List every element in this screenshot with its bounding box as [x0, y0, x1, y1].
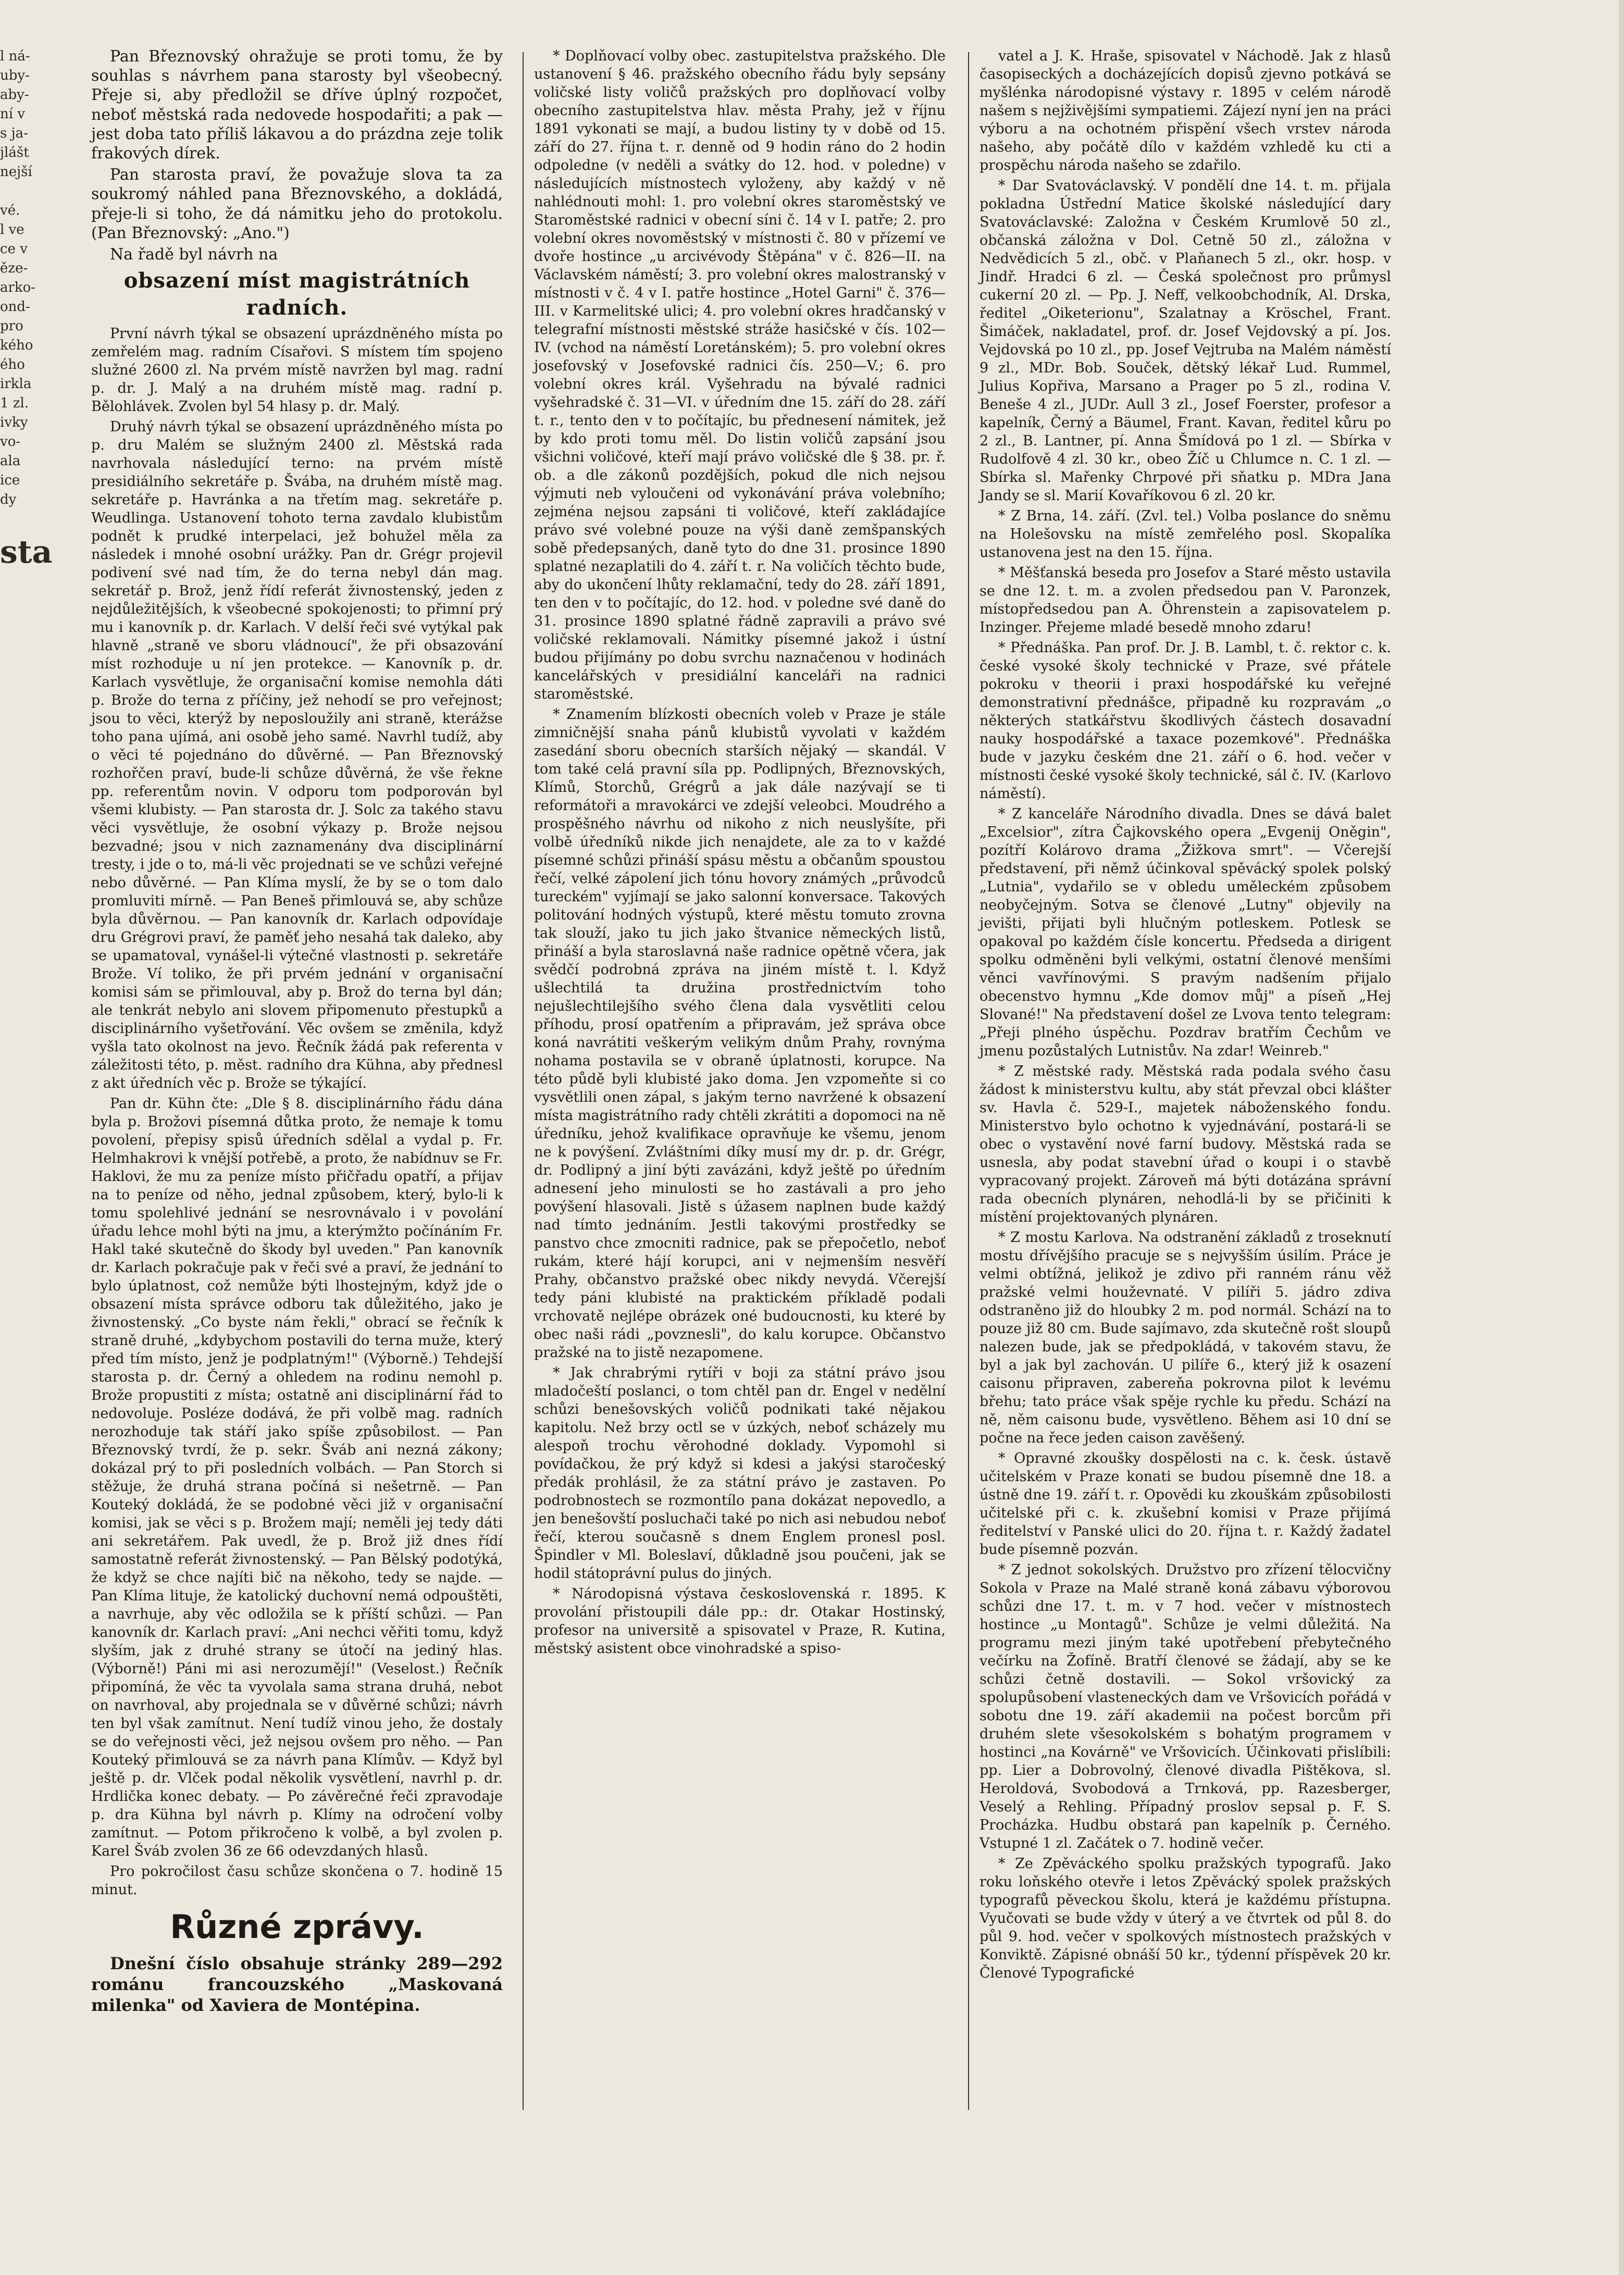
edge-fragment: 1 zl.	[0, 395, 29, 411]
edge-fragment: ého	[0, 357, 25, 372]
news-item: * Z kanceláře Národního divadla. Dnes se dává balet „Excelsior", zítra Čajkovského opera „Evgenij Oněgin", pozítří Kolárovo drama „Žižkova smrt". — Včerejší představení, při němž účinkoval spěvácký spolek polský „Lutnia", vydařilo se v obledu uměleckém způsobem neobyčejným. Sotva se členové „Lutny" objevily na jevišti, přijati byli hlučným potleskem. Potlesk se opakoval po každém čísle koncertu. Předseda a dirigent spolku odměněni byli velkými, ostatní členové menšími věnci vavřínovými. S pravým nadšením přijalo obecenstvo hymnu „Kde domov můj" a píseň „Hej Slované!" Na představení došel ze Lvova tento telegram: „Přeji plného úspěchu. Pozdrav bratřím Čechům ve jmenu pozůstalých Lutnistův. Na zdar! Weinreb."	[980, 806, 1391, 1059]
notice-paragraph: Dnešní číslo obsahuje stránky 289—292 románu francouzského „Maskovaná milenka" od Xaviera de Montépina.	[91, 1954, 503, 2016]
edge-fragment: l ná-	[0, 48, 30, 64]
edge-fragment: ond-	[0, 299, 30, 315]
column-rule	[968, 52, 969, 2110]
edge-fragment	[0, 509, 21, 529]
article-paragraph: Na řadě byl návrh na	[110, 245, 278, 264]
edge-fragment: jlášt	[0, 145, 29, 160]
column-right	[980, 47, 1391, 1984]
edge-fragment: sta	[0, 534, 53, 570]
news-item: * Doplňovací volby obec. zastupitelstva pražského. Dle ustanovení § 46. pražského obecního řádu byly sepsány voličské listy voličů pražských pro doplňovací volby obecního zastupitelstva hlav. města Prahy, jež v říjnu 1891 vykonati se mají, a budou listiny ty v době od 15. září do 27. října t. r. denně od 9 hodin ráno do 2 hodin odpoledne (v neděli a svátky do 12. hod. v poledne) v následujících místnostech vyloženy, aby každý v ně nahlédnouti mohl: 1. pro volební okres staroměstský ve Staroměstské radnici v obecní síni č. 14 v I. patře; 2. pro volební okres novoměstský v místnosti č. 80 v přízemí ve dvoře hostince „u arcivévody Štěpána" v č. 826—II. na Václavském náměstí; 3. pro volební okres malostranský v místnosti v č. 4 v I. patře hostince „Hotel Garni" č. 376—III. v Karmelitské ulici; 4. pro volební okres hradčanský v telegrafní místnosti městské stráže hasičské v čís. 102—IV. (vchod na náměstí Loretánském); 5. pro volební okres josefovský v Josefovské radnici čís. 250—V.; 6. pro volební okres král. Vyšehradu na bývalé radnici vyšehradské č. 31—VI. v úředním dne 15. září do 28. září t. r., tento den v to počítajíc, bu přednesení námitek, jež by kdo proti tomu měl. Do listin voličů zapsání jsou všichni voličové, kteří mají právo voličské dle § 38. pr. ř. ob. a dle zákonů pozdějších, pokud dle nich nejsou výjmuti neb vyloučeni od vykonávání práva volebního; zejména nejsou zapsáni ti voličové, kteří zakládajíce právo své volebné pouze na výši daně zemšpanských sobě předepsaných, daně tyto do dne 31. prosince 1890 splatné nezaplatili do 4. září t. r. Na voličích těchto bude, aby do ukončení lhůty reklamační, tedy do 28. září 1891, ten den v to počítajíc, do 12. hod. v poledne své daně do 31. prosince 1890 splatné řádně zapravili a právo své voličské reklamovali. Námitky písemné jakož i ústní budou přijímány po dobu svrchu naznačenou v hodinách kancelářských v presidiální kanceláři na radnici staroměstské.	[534, 48, 946, 702]
edge-fragment: ní v	[0, 106, 26, 122]
article-paragraph: Pan dr. Kühn čte: „Dle § 8. disciplinárního řádu dána byla p. Brožovi písemná důtka proto, že nemaje k tomu povolení, přepisy spisů úředních sdělal a vydal p. Fr. Helmhakrovi k vnější potřebě, a proto, že nabídnuv se Fr. Haklovi, že mu za peníze místo přičřadu opatří, a přijav na to peníze od něho, jednal způsobem, který, bylo-li k tomu spolehlivé jednání se nesrovnávalo i v povolání úřadu lehce mohl býti na jmu, a kterýmžto počínáním Fr. Hakl také skutečně do škody byl uveden." Pan kanovník dr. Karlach pokračuje pak v řeči své a praví, že jednání to bylo úplatnost, což nemůže býti lhostejným, když jde o obsazení místa správce odboru tak důležitého, jako je živnostenský. „Co byste nám řekli," obrací se řečník k straně druhé, „kdybychom postavili do terna muže, který před tím místo, jenž je podplatným!" (Výborně.) Tehdejší starosta p. dr. Černý a ohledem na rodinu nemohl p. Brože propustiti z místa; ostatně ani disciplinární řád to nedovoluje. Posléze dodává, že při volbě mag. radních nerozhoduje tak stáří jako spíše způsobilost. — Pan Březnovský tvrdí, že p. sekr. Šváb ani nezná zákony; dokázal prý to při posledních volbách. — Pan Storch si stěžuje, že druhá strana počíná si nešetrně. — Pan Kouteký dokládá, že se podobné věci již v organisační komisi, jak se věci s p. Brožem mají; neměli jej tedy dáti ani sekretářem. Pak uvedl, že p. Brož již dnes řídí samostatně referát živnostenský. — Pan Bělský podotýká, že když se chce najíti bič na někoho, tedy se najde. — Pan Klíma lituje, že katolický duchovní nemá odpouštěti, a navrhuje, aby věc odložila se k příští schůzi. — Pan kanovník dr. Karlach praví: „Ani nechci věřiti tomu, když slyším, jak z druhé strany se útočí na jediný hlas. (Výborně!) Páni mi asi nerozumějí!" (Veselost.) Řečník připomíná, že věc ta vyvolala sama strana druhá, nebot on navrhoval, aby projednala se v důvěrné schůzi; návrh ten byl však zamítnut. Není tudíž vinou jeho, že dostaly se do veřejnosti věci, jež nejsou ovšem pro něho. — Pan Kouteký přimlouvá se za návrh pana Klímův. — Když byl ještě p. dr. Vlček podal několik vysvětlení, navrhl p. dr. Hrdlička konec debaty. — Po závěrečné řeči zpravodaje p. dra Kühna byl návrh p. Klímy na odročení volby zamítnut. — Potom přikročeno k volbě, a byl zvolen p. Karel Šváb zvolen 36 ze 66 odevzdaných hlasů.	[91, 1096, 503, 1860]
edge-fragment: nejší	[0, 164, 32, 180]
news-item: * Dar Svatováclavský. V pondělí dne 14. t. m. přijala pokladna Ústřední Matice školské následující dary Svatováclavské: Založna v Českém Krumlově 50 zl., občanská záložna v Dol. Cetně 50 zl., záložna v Nedvědicích 5 zl., obč. v Plaňanech 5 zl., okr. hosp. v Jindř. Hradci 6 zl. — Česká společnost pro průmysl cukerní 20 zl. — Pp. J. Neff, velkoobchodník, Al. Drska, ředitel „Oiketerionu", Szalatnay a Kröschel, Frant. Šimáček, nakladatel, prof. dr. Josef Vejdovský a pí. Jos. Vejdovská po 10 zl., pp. Josef Vejtruba na Malém náměstí 9 zl., MDr. Bob. Souček, dětský lékař Lud. Rummel, Julius Kopřiva, Marsano a Prager po 5 zl., rodina V. Beneše 4 zl., JUDr. Aull 3 zl., Josef Foerster, profesor a kapelník, Černý a Bäumel, Frant. Kavan, ředitel kůru po 2 zl., B. Lantner, pí. Anna Šmídová po 1 zl. — Sbírka v Rudolfově 4 zl. 30 kr., obeo Žíč u Chlumce n. C. 1 zl. — Sbírka sl. Mařenky Chrpové při sňatku p. MDra Jana Jandy se sl. Marií Kovaříkovou 6 zl. 20 kr.	[980, 178, 1391, 504]
edge-fragment: ce v	[0, 241, 28, 257]
article-paragraph: Pan Březnovský ohražuje se proti tomu, že by souhlas s návrhem pana starosty byl všeobecný. Přeje si, aby předložil se dříve úplný rozpočet, neboť městská rada nedovede hospodařiti; a pak — jest doba tato příliš lákavou a do prázdna zeje tolik frakových dírek.	[91, 47, 503, 163]
edge-fragment: ala	[0, 453, 21, 469]
news-item: * Měšťanská beseda pro Josefov a Staré město ustavila se dne 12. t. m. a zvolen předsedou pan V. Paronzek, místopředsedou pan A. Öhrenstein a zapisovatelem p. Inzinger. Přejeme mladé besedě mnoho zdaru!	[980, 565, 1391, 636]
edge-fragment: ivky	[0, 415, 28, 430]
edge-fragment: irkla	[0, 376, 32, 392]
news-item: vatel a J. K. Hraše, spisovatel v Náchodě. Jak z hlasů časopiseckých a docházejících dopisů zjevno potkává se myšlénka národopisné výstavy r. 1895 v celém národě našem s nejživějšími sympatiemi. Zájezí nyní jen na práci výboru a na ochotném přispění všech vrstev národa našeho, aby počátě dílo v každém vzhledě ku cti a prospěchu národa našeho se zdařilo.	[980, 48, 1391, 173]
news-item: * Znamením blízkosti obecních voleb v Praze je stále zimničnější snaha pánů klubistů vyvolati v každém zasedání sboru obecních starších nějaký — skandál. V tom také celá pravní síla pp. Podlipných, Březnovských, Klímů, Storchů, Grégrů a jak dále nazývají se ti reformátoři a mravokárci ve zdejší veleobci. Moudrého a prospěšného návrhu od nikoho z nich neuslyšíte, při volbě úředníků nikde jich nenajdete, ale za to v každé písemné schůzi přináší spásu městu a občanům spoustou řečí, velké zápolení jich tónu hovory známých „průvodců tureckém" vyjímají se jako salonní konversace. Takových politování hodných výstupů, které městu tomuto zrovna tak slouží, jako tu jich jako štvanice německých listů, přináší a byla staroslavná naše radnice opětně včera, jak svědčí podrobná zpráva na jiném místě t. l. Když ušlechtilá ta družina prostřednictvím toho nejušlechtilejšího svého člena dala vysvětliti celou příhodu, prosí opatřením a připravám, jež správa obce koná navrátiti veškerým velikým dnům Prahy, rovnýma nohama postavila se v obraně úplatnosti, korupce. Na této půdě byli klubisté jako doma. Jen vzpomeňte si co vysvětlili onen zápal, s jakým terno navržené k obsazení místa magistrátního rady chtěli zkrátiti a dopomoci na ně úředníku, jehož kvalifikace opravňuje ke všemu, jenom ne k povýšení. Zvláštními díky musí my dr. p. dr. Grégr, dr. Podlipný a jiní býti zavázáni, když ještě po úředním adnesení jeho minulosti se ho zastávali a pro jeho povýšení hlasovali. Jistě s úžasem naplnen bude každý nad tímto jednáním. Jestli takovými prostředky se panstvo chce zmocniti radnice, pak se přepočetlo, neboť rukám, které hájí korupci, ani v nejmenším nesvěří Prahy, občanstvo pražské obec nikdy nevydá. Včerejší tedy páni klubisté na praktickém příkladě podali vrchovatě nejlépe obrázek oné budoucnosti, ku které by obec naši rádi „povznesli", do kalu korupce. Občanstvo pražské na to jistě nezapomene.	[534, 706, 946, 1361]
news-item: * Přednáška. Pan prof. Dr. J. B. Lambl, t. č. rektor c. k. české vysoké školy technické v Praze, své přátele pokroku v theorii i praxi hospodářské ku veřejné demonstrativní přednášce, připadně ku rozpravám „o některých statkářstvu škodlivých částech dosavadní nauky hospodářské a taxace pozemkové". Přednáška bude v jazyku českém dne 21. září o 6. hod. večer v místnosti české vysoké školy technické, sál č. IV. (Karlovo náměstí).	[980, 640, 1391, 802]
edge-fragment: l ve	[0, 222, 24, 238]
news-item: * Ze Zpěváckého spolku pražských typografů. Jako roku loňského otevře i letos Zpěvácký spolek pražských typografů pěveckou školu, která je každému přístupna. Vyučovati se bude vždy v úterý a ve čtvrtek od půl 8. do půl 9. hod. večer v spolkových místnostech pražských v Konviktě. Zápisné obnáší 50 kr., týdenní příspěvek 20 kr. Členové Typografické	[980, 1856, 1391, 1981]
edge-fragment: s ja-	[0, 126, 28, 141]
edge-fragment: ěze-	[0, 260, 28, 276]
edge-fragment: kého	[0, 338, 33, 353]
article-paragraph: Pro pokročilost času schůze skončena o 7. hodině 15 minut.	[91, 1863, 503, 1898]
edge-fragment: ice	[0, 473, 20, 488]
column-rule	[523, 52, 524, 2110]
news-item: * Opravné zkoušky dospělosti na c. k. česk. ústavě učitelském v Praze konati se budou písemně dne 18. a ústně dne 19. září t. r. Opovědi ku zkouškám způsobilosti učitelské při c. k. zkušební komisi v Praze přijímá ředitelství v Panské ulici do 20. října t. r. Každý žadatel bude písemně pozván.	[980, 1450, 1391, 1558]
page-edge	[1619, 0, 1624, 2275]
news-item: * Národopisná výstava československá r. 1895. K provolání přistoupili dále pp.: dr. Otakar Hostinský, profesor na universitě a spisovatel v Praze, R. Kutina, městský asistent obce vinohradské a spiso-	[534, 1586, 946, 1657]
article-paragraph: Pan starosta praví, že považuje slova ta za soukromý náhled pana Březnovského, a dokládá, přeje-li si toho, že dá námitku jeho do protokolu. (Pan Březnovský: „Ano.")	[91, 166, 503, 242]
news-item: * Jak chrabrými rytíři v boji za státní právo jsou mladočeští poslanci, o tom chtěl pan dr. Engel v nedělní schůzi benešovských voličů podnikati také nějakou kapitolu. Než brzy octl se v úzkých, neboť scházely mu alespoň trochu věrohodné doklady. Vypomohl si povídačkou, že prý když si kdesi a jakýsi staročeský předák prohlásil, že za státní právo je zastaven. Po podrobnostech se rozmontílo pana dokázat nepovedlo, a jen benešovští posluchači také po nich asi nebudou neboť řečí, kterou současně s dnem Englem pronesl posl. Špindler v Ml. Boleslaví, důkladně jsou poučeni, jak se hodil státoprávní pulus do jiných.	[534, 1365, 946, 1582]
news-item: * Z jednot sokolských. Družstvo pro zřízení tělocvičny Sokola v Praze na Malé straně koná zábavu výborovou schůzi dne 17. t. m. v 7 hod. večer v místnostech hostince „u Montagů". Schůze je velmi důležitá. Na programu mezi jiným také upotřebení přebytečného večírku na Žofíně. Bratří členové se žádají, aby se ke schůzi četně dostavili. — Sokol vršovický za spolupůsobení vlasteneckých dam ve Vršovicích pořádá v sobotu dne 19. září akademii na počest borcům při druhém slete všesokolském s bohatým programem v hostinci „na Kovárně" ve Vršovicích. Účinkovati přislíbili: pp. Lier a Dobrovolný, členové divadla Pištěkova, sl. Heroldová, Svobodová a Trnková, pp. Razesberger, Veselý a Rehling. Případný proslov sepsal p. F. S. Procházka. Hudbu obstará pan kapelník p. Černého. Vstupné 1 zl. Začátek o 7. hodině večer.	[980, 1562, 1391, 1851]
news-item: * Z Brna, 14. září. (Zvl. tel.) Volba poslance do sněmu na Holešovsku na místě zemřelého posl. Skopalíka ustanovena jest na den 15. října.	[980, 508, 1391, 561]
news-item: * Z městské rady. Městská rada podala svého času žádost k ministerstvu kultu, aby stát převzal obci klášter sv. Havla č. 529-I., majetek náboženského fondu. Ministerstvo bylo ochotno k vyjednávání, postará-li se obec o vystavění nové farní budovy. Městská rada se usnesla, aby podat stavební úřad o koupi i o stavbě vypracovaný projekt. Zároveň má býti dotázána správní rada obecních plynáren, nehodlá-li by se přičiniti k místění projektovaných plynáren.	[980, 1063, 1391, 1225]
edge-fragment: aby-	[0, 87, 29, 103]
article-paragraph: Druhý návrh týkal se obsazení uprázdněného místa po p. dru Malém se služným 2400 zl. Městská rada navrhovala následující terno: na prvém místě presidiálního sekretáře p. Švába, na druhém místě mag. sekretáře p. Havránka a na třetím mag. sekretáře p. Weudlinga. Ustanovení tohoto terna zavdalo klubistům podnět k prudké interpelaci, jež bohužel měla za následek i mnohé osobní urážky. Pan dr. Grégr projevil podivení své nad tím, že do terna nebyl dán mag. sekretář p. Brož, jenž řídí referát živnostenský, jeden z nejdůležitějších, k všeobecné spokojenosti; to přimní prý mu i kanovník p. dr. Karlach. V delší řeči své vytýkal pak hlavně „straně ve sboru vládnoucí", že při obsazování míst rozhoduje u ní jen protekce. — Kanovník p. dr. Karlach vysvětluje, že organisační komise nemohla dáti p. Brože do terna z příčiny, jež nehodí se pro veřejnost; jsou to věci, kterýž by neposloužily ani straně, kterážse toho pana ujímá, ani osobě jeho samé. Navrhl tudíž, aby o věci té pojednáno do důvěrné. — Pan Březnovský rozhořčen praví, bude-li schůze důvěrná, že vše řekne pp. referentům novin. V odporu tom podporován byl všemi klubisty. — Pan starosta dr. J. Solc za takého stavu věci vysvětluje, že osobní výkazy p. Brože nejsou bezvadné; jsou v nich zaznamenány dva disciplinární tresty, i jde o to, má-li věc projednati se ve schůzi veřejné nebo důvěrné. — Pan Klíma myslí, že by se o tom dalo promluviti mírně. — Pan Beneš přimlouvá se, aby schůze byla důvěrnou. — Pan kanovník dr. Karlach odpovídaje dru Grégrovi praví, že paměť jeho nesahá tak daleko, aby se upamatoval, vynášel-li výtečné vlastnosti p. sekretáře Brože. Ví toliko, že při prvém jednání v organisační komisi sám se přimlouval, aby p. Brož do terna byl dán; ale tenkrát nebylo ani slovem připomenuto přestupků a disciplinárního vyšetřování. Věc ovšem se změnila, když vyšla tato okolnost na jevo. Řečník žádá pak referenta v záležitosti této, p. měst. radního dra Kühna, aby přednesl z akt úředních věc p. Brože se týkající.	[91, 419, 503, 1092]
column-left	[91, 47, 503, 2018]
news-item: * Z mostu Karlova. Na odstranění základů z troseknutí mostu dřívějšího pracuje se s nejvyšším úsilím. Práce je velmi obtížná, jelikož je zdivo při ranném ránu věž pražské velmi houževnaté. V pilíři 5. jádro zdiva odstraněno již do hloubky 2 m. pod normál. Schází na to pouze již 80 cm. Bude sajímavo, zda skutečně rošt sloupů nalezen bude, jak se předpokládá, v takovém stavu, že byl a jak byl zachován. U pilíře 6., který již k osazení caisonu připraven, zabereňa pokrovna pilot k levému břehu; tato práce však spěje rychle ku předu. Schází na ně, něm caisonu bude, vysvětleno. Během asi 10 dní se počne na řece jeden caison zavěšený.	[980, 1229, 1391, 1446]
edge-fragment	[0, 182, 21, 201]
section-title: Různé zprávy.	[170, 1908, 424, 1946]
edge-fragment: vé.	[0, 203, 20, 218]
column-middle	[534, 47, 946, 1660]
edge-fragment: vo-	[0, 434, 21, 450]
article-paragraph: První návrh týkal se obsazení uprázdněného místa po zemřelém mag. radním Císařovi. S místem tím spojeno služné 2600 zl. Na prvém místě navržen byl mag. radní p. dr. J. Malý a na druhém místě mag. radní p. Bělohlávek. Zvolen byl 54 hlasy p. dr. Malý.	[91, 326, 503, 415]
edge-fragment: arko-	[0, 280, 36, 295]
adjacent-page-edge	[0, 47, 53, 1141]
edge-fragment: uby-	[0, 68, 30, 83]
section-heading: obsazení míst magistrátních radních.	[123, 268, 470, 320]
edge-fragment: dy	[0, 492, 17, 507]
edge-fragment: pro	[0, 318, 23, 334]
